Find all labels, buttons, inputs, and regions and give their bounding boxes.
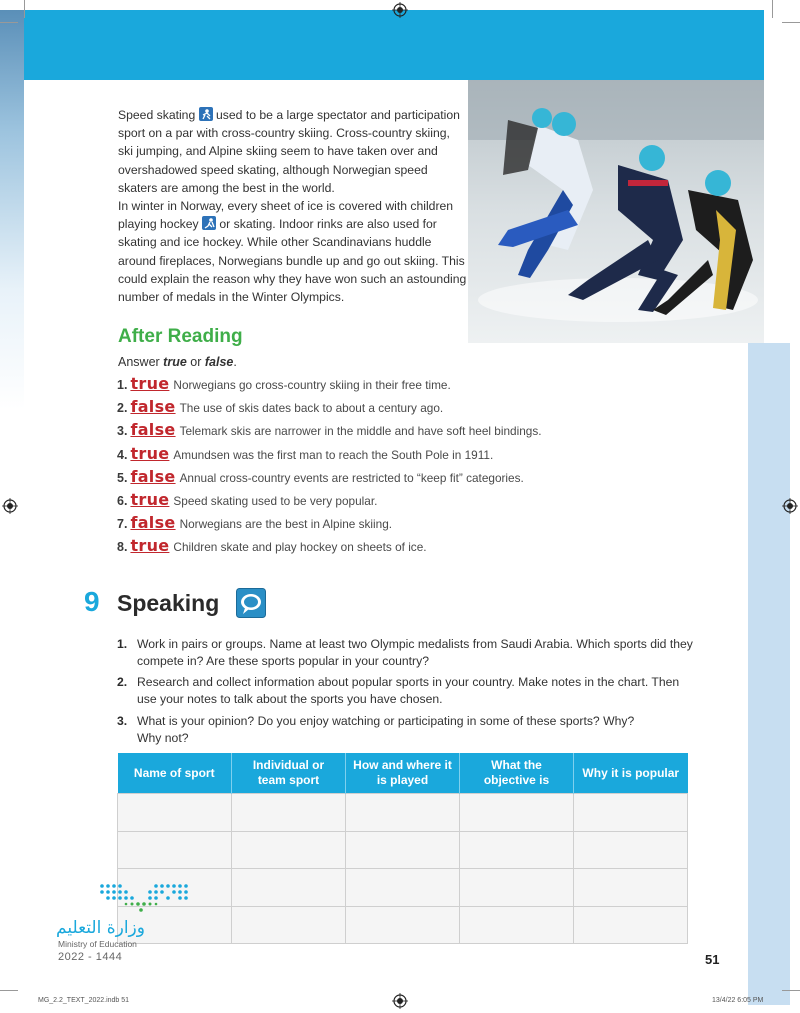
list-item: 5. false Annual cross-country events are restricted to “keep fit” categories. <box>117 466 524 486</box>
footer-date: 13/4/22 6:05 PM <box>712 997 764 1004</box>
table-cell[interactable] <box>460 794 574 832</box>
answer-text: true <box>130 374 170 393</box>
column-header: Why it is popular <box>574 753 688 794</box>
list-item: 6. true Speed skating used to be very popular. <box>117 489 378 509</box>
speech-bubble-icon <box>236 588 266 618</box>
intro-paragraph-2: In winter in Norway, every sheet of ice is covered with children playing hockey or skating. Indoor rinks are also used for skating and ice hockey. While other Scandinavians huddle around fireplaces, Norwegians bundle up and go out skiing. This could explain the reason why they have won such an astounding number of medals in the Winter Olympics. <box>118 199 467 305</box>
ministry-year: 2022 - 1444 <box>58 951 123 963</box>
crop-mark <box>782 22 800 23</box>
answer-text: true <box>130 443 170 463</box>
ministry-arabic-name: وزارة التعليم <box>56 918 145 938</box>
answer-text: false <box>130 420 176 440</box>
speaking-item-2: 2. Research and collect information about popular sports in your country. Make notes in the chart. Then use your notes to talk about the sports you have chosen. <box>117 675 680 706</box>
table-cell[interactable] <box>460 831 574 869</box>
table-cell[interactable] <box>346 906 460 944</box>
table-cell[interactable] <box>346 869 460 907</box>
after-reading-heading: After Reading <box>118 326 243 347</box>
table-cell[interactable] <box>118 831 232 869</box>
registration-mark-icon <box>782 498 798 514</box>
column-header: Individual or team sport <box>232 753 346 794</box>
page-number: 51 <box>705 952 720 967</box>
table-cell[interactable] <box>574 869 688 907</box>
table-cell[interactable] <box>574 831 688 869</box>
column-header: How and where it is played <box>346 753 460 794</box>
table-cell[interactable] <box>460 906 574 944</box>
speed-skating-photo <box>468 80 764 343</box>
notes-chart-table <box>117 753 688 944</box>
crop-mark <box>782 990 800 991</box>
table-cell[interactable] <box>232 869 346 907</box>
table-row <box>118 906 688 944</box>
table-cell[interactable] <box>232 794 346 832</box>
intro-paragraph-1: Speed skating used to be a large spectator and participation sport on a par with cross-country skiing. Cross-country skiing, ski jumping, and Alpine skiing seem to have taken over and overshadowed speed skating, although Norwegian speed skaters are among the best in the world. <box>118 108 460 195</box>
column-header: Name of sport <box>118 753 232 794</box>
answer-text: false <box>130 466 176 486</box>
section-number: 9 <box>84 586 100 617</box>
right-color-band <box>748 343 790 1005</box>
answer-text: true <box>130 489 170 509</box>
speaking-item-1: 1. Work in pairs or groups. Name at least two Olympic medalists from Saudi Arabia. Which sports did they compete in? Are these sports popular in your country? <box>117 637 693 668</box>
table-cell[interactable] <box>232 831 346 869</box>
true-false-list <box>117 374 542 560</box>
footer-filename: MG_2.2_TEXT_2022.indb 51 <box>38 997 130 1004</box>
section-title: Speaking <box>117 590 220 616</box>
ministry-english-name: Ministry of Education <box>58 939 137 949</box>
answer-text: true <box>130 536 170 556</box>
table-cell[interactable] <box>232 906 346 944</box>
registration-mark-icon <box>392 993 408 1009</box>
table-cell[interactable] <box>346 794 460 832</box>
table-row <box>118 794 688 832</box>
table-cell[interactable] <box>574 906 688 944</box>
answer-text: false <box>130 513 176 533</box>
crop-mark <box>0 22 18 23</box>
column-header: What the objective is <box>460 753 574 794</box>
registration-mark-icon <box>2 498 18 514</box>
list-item: 2. false The use of skis dates back to about a century ago. <box>117 397 444 417</box>
answer-text: false <box>130 397 176 417</box>
list-item: 1. true Norwegians go cross-country skiing in their free time. <box>117 374 451 393</box>
table-row <box>118 869 688 907</box>
top-color-band <box>24 10 764 80</box>
crop-mark <box>24 0 25 18</box>
speaking-item-3: 3. What is your opinion? Do you enjoy watching or participating in some of these sports? Why? Why not? <box>117 714 635 745</box>
after-reading-instruction: Answer true or false. <box>118 355 237 369</box>
crop-mark <box>0 990 18 991</box>
crop-mark <box>772 0 773 18</box>
table-cell[interactable] <box>460 869 574 907</box>
hockey-icon <box>202 216 216 230</box>
registration-mark-icon <box>392 2 408 18</box>
left-snow-strip <box>0 10 24 410</box>
speed-skating-icon <box>199 107 213 121</box>
list-item: 3. false Telemark skis are narrower in the middle and have soft heel bindings. <box>117 420 542 440</box>
table-cell[interactable] <box>118 794 232 832</box>
table-cell[interactable] <box>574 794 688 832</box>
list-item: 8. true Children skate and play hockey on sheets of ice. <box>117 536 427 556</box>
table-row <box>118 831 688 869</box>
table-cell[interactable] <box>346 831 460 869</box>
list-item: 4. true Amundsen was the first man to reach the South Pole in 1911. <box>117 443 494 463</box>
ministry-logo-icon <box>98 882 190 916</box>
list-item: 7. false Norwegians are the best in Alpine skiing. <box>117 513 393 533</box>
